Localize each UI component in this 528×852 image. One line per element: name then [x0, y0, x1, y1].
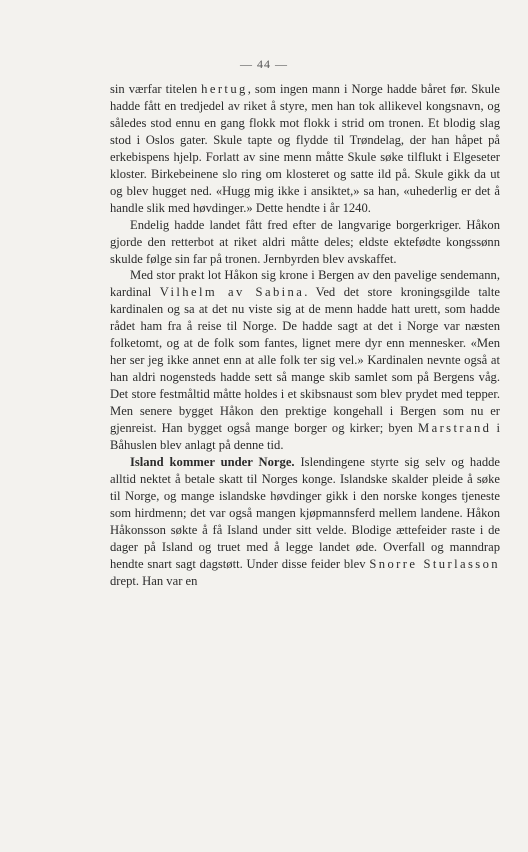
paragraph-2	[110, 217, 500, 268]
text-body	[110, 81, 500, 590]
paragraph-3	[110, 267, 500, 453]
text-run: . Ved det store kroningsgilde talte kardinalen og sa at det nu viste sig at de menn hadde hatt urett, som hadde rådet ham fra å reise til Norge. De hadde sagt at det i Norge var næsten folketomt, og at de folk som fantes, lignet mere dyr enn mennesker. «Men her ser jeg ikke annet enn at alle folk ter sig vel.» Kardinalen nevnte også at han aldri nogensteds hadde sett så mange skib samlet som på Bergens våg. Det store festmåltid måtte holdes i et skibsnaust som blev prydet med tepper. Men senere bygget Håkon den prektige kongehall i Bergen som nu er gjenreist. Han bygget også mange borger og kirker; byen	[110, 285, 500, 436]
text-run: Med stor prakt lot Håkon sig krone i Bergen av den pavelige sendemann, kardinal	[110, 268, 500, 300]
page-number: — 44 —	[240, 57, 288, 71]
text-run: drept. Han var en	[110, 573, 198, 588]
paragraph-4	[110, 454, 500, 590]
spaced-name-snorre-sturlasson: Snorre Sturlasson	[369, 556, 500, 571]
text-run: Endelig hadde landet fått fred efter de langvarige borgerkriger. Håkon gjorde den retterbot at riket aldri måtte deles; eldste ektefødte kongssønn skulde følge sin far på tronen. Jernbyrden blev avskaffet.	[110, 217, 500, 266]
paragraph-1	[110, 81, 500, 217]
text-run: Islendingene styrte sig selv og hadde alltid nektet å betale skatt til Norges konge. Islandske skalder pleide å søke til Norge, og mange islandske høvdinger gikk i den norske konges tjeneste som hirdmenn; det var også mangen kjøpmannsferd mellem landene. Håkon Håkonsson søkte å få Island under sitt velde. Blodige ættefeider raste i de dager på Island og truet med å legge landet øde. Overfall og manndrap hendte snart sagt dagstøtt. Under disse feider blev	[110, 454, 500, 571]
text-run: , som ingen mann i Norge hadde båret før. Skule hadde fått en tredjedel av riket å styre, men han tok allikevel kongsnavn, og således stod ennu en gang flokk mot flokk i strid om tronen. Et blodig slag stod i Oslos gater. Skule tapte og flydde til Trøndelag, der han håpet på erkebispens hjelp. Forlatt av sine menn måtte Skule søke tilflukt i Elgeseter kloster. Birkebeinene slo ring om klosteret og satte ild på. Skule gikk da ut og blev hugget ned. «Hugg mig ikke i ansiktet,» sa han, «uhederlig er det å handle slik med høvdinger.» Dette hendte i år 1240.	[110, 82, 500, 215]
spaced-name-vilhelm-av-sabina: Vilhelm av Sabina	[159, 285, 305, 300]
text-run: sin værfar titelen	[110, 82, 202, 96]
spaced-word-hertug: hertug	[201, 82, 248, 96]
section-heading-island: Island kommer under Norge.	[130, 454, 295, 469]
text-run: i Båhuslen blev anlagt på denne tid.	[110, 421, 501, 453]
spaced-name-marstrand: Marstrand	[418, 421, 492, 436]
